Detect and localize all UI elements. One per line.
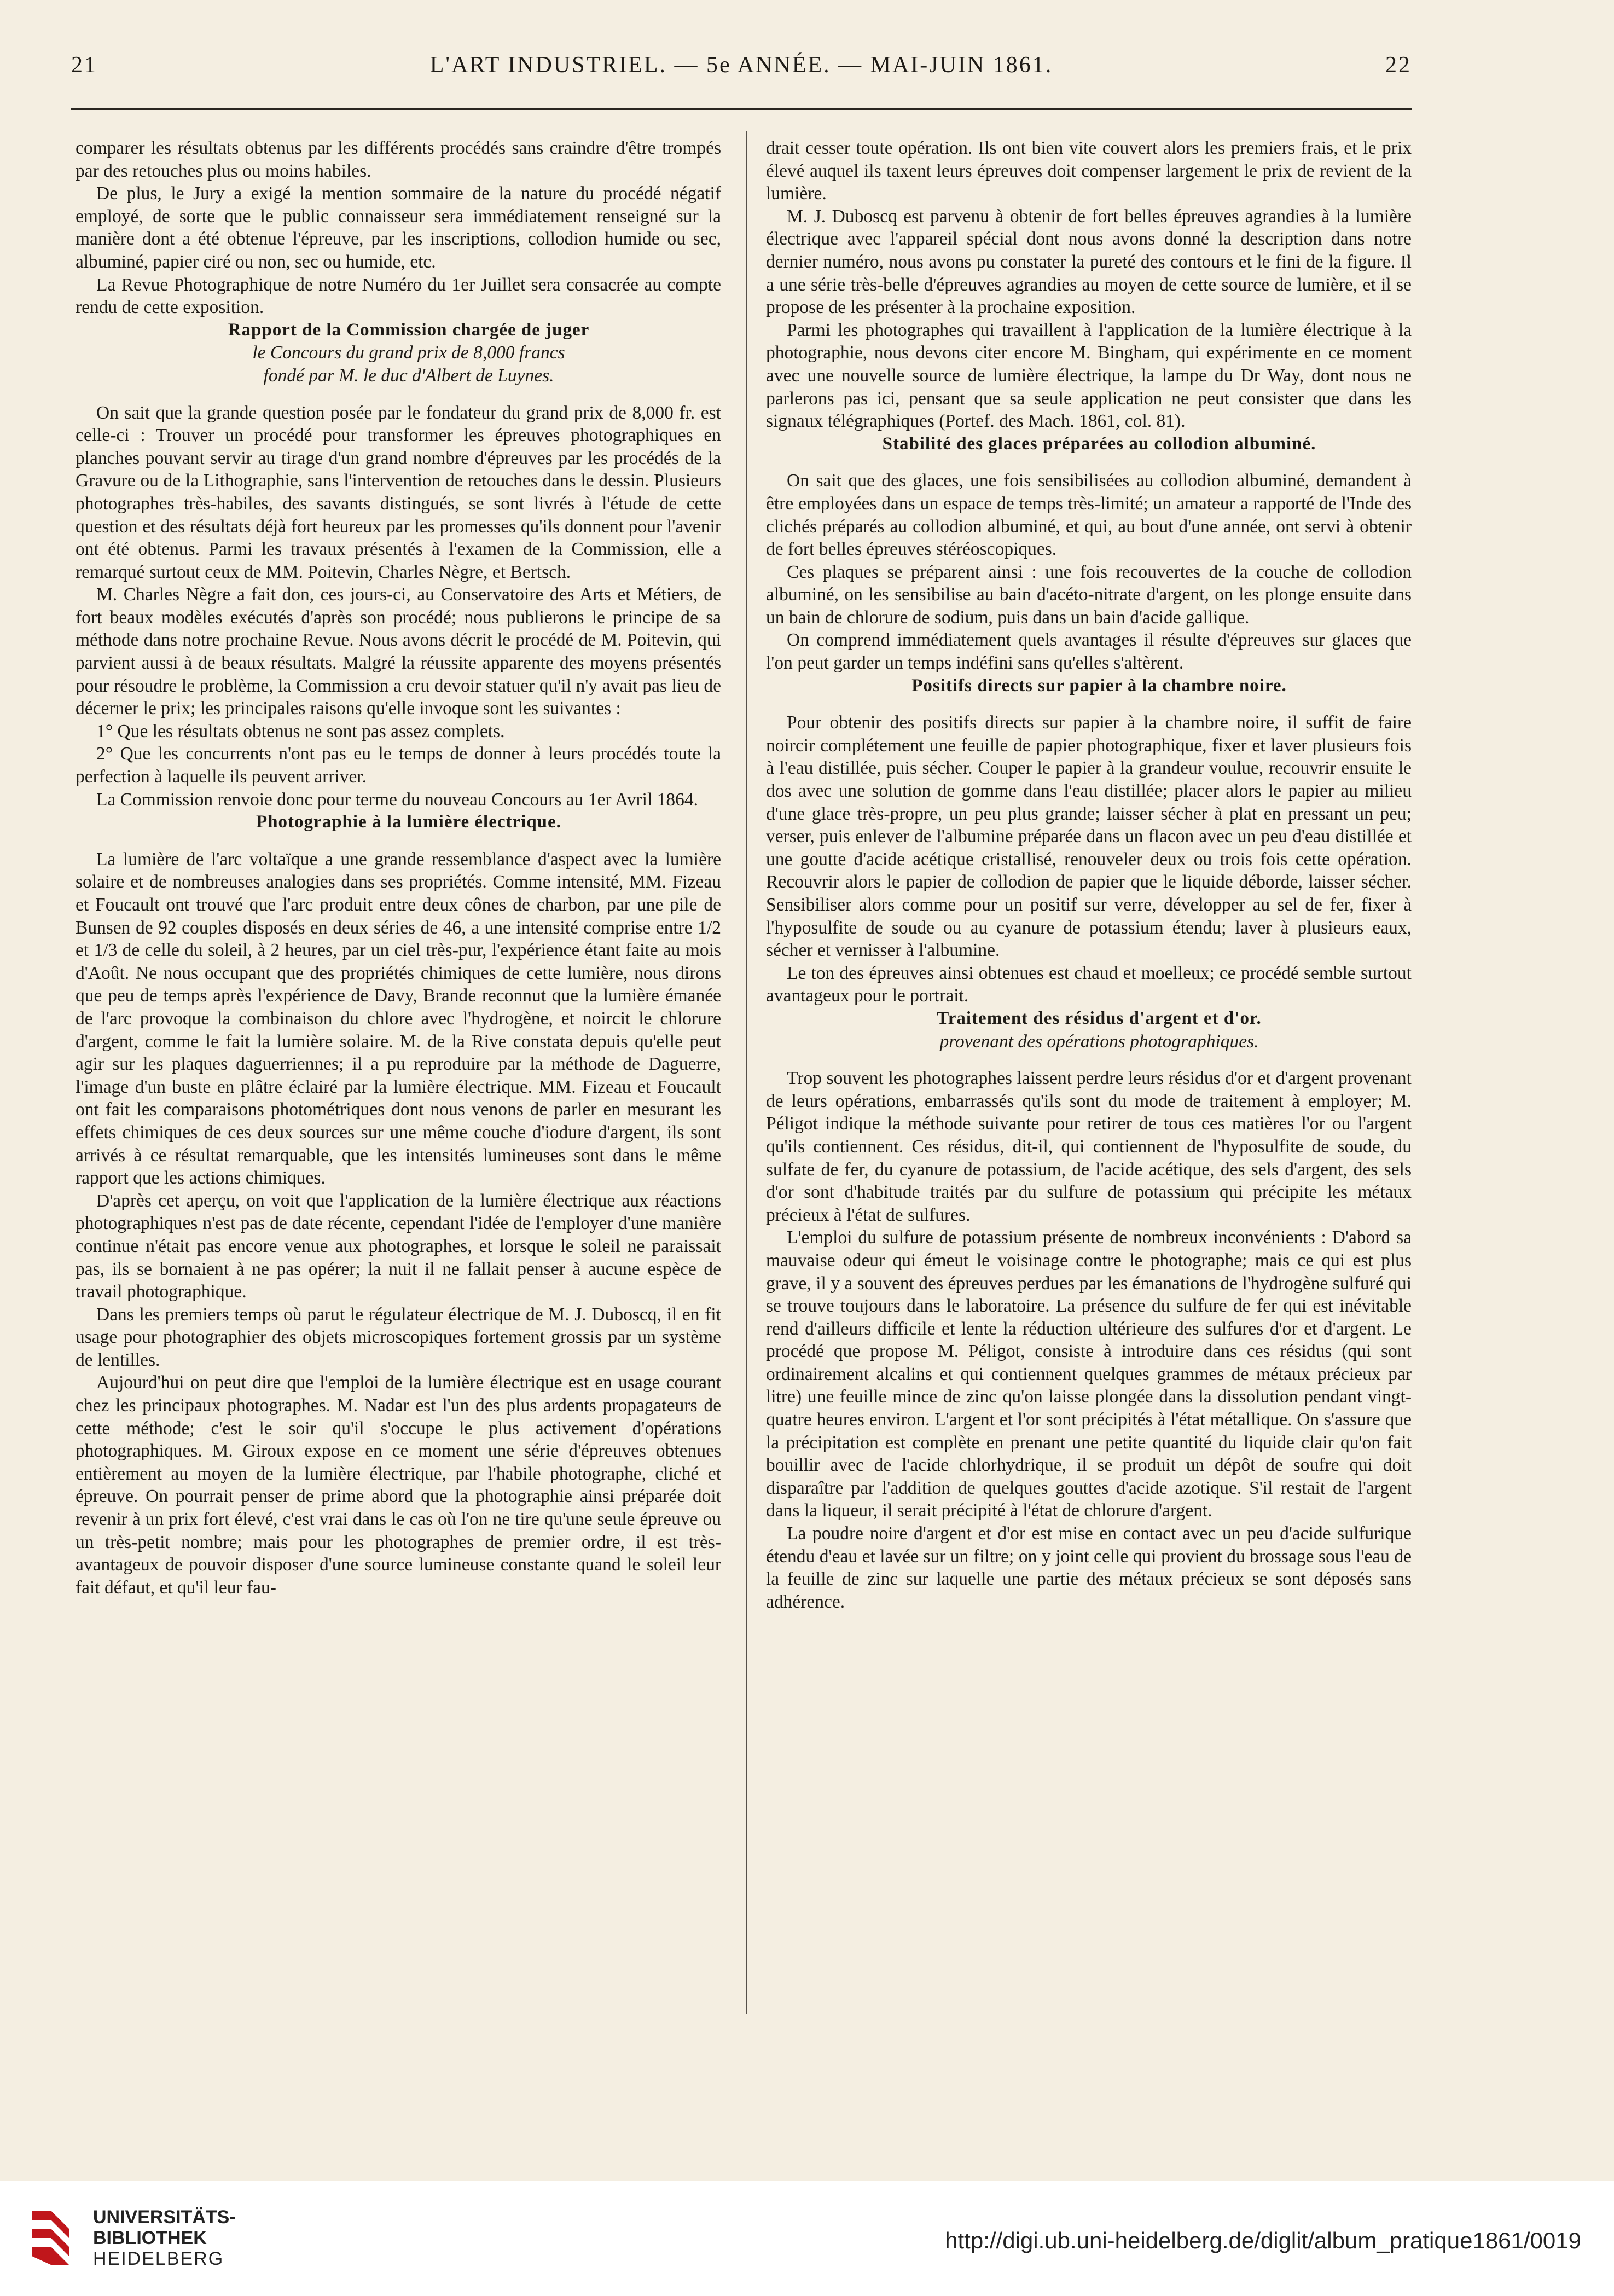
paragraph: La lumière de l'arc voltaïque a une grande ressemblance d'aspect avec la lumière solaire et de nombreuses analogies dans ses propriétés. Comme intensité, MM. Fizeau et Foucault ont trouvé que l'arc produit entre deux cônes de charbon, par une pile de Bunsen de 92 couples disposés en deux séries de 46, a une intensité comprise entre 1/2 et 1/3 de celle du soleil, à 2 heures, par un ciel très-pur, l'expérience étant faite au mois d'Août. Ne nous occupant que des propriétés chimiques de cette lumière, nous dirons que peu de temps après l'expérience de Davy, Brande reconnut que la lumière émanée de l'arc provoque la combinaison du chlore avec l'hydrogène, et noircit le chlorure d'argent, comme le fait la lumière solaire. M. de la Rive constata depuis qu'elle peut agir sur les plaques daguerriennes; il a pu reproduire par la méthode de Daguerre, l'image d'un buste en plâtre éclairé par la lumière électrique. MM. Fizeau et Foucault ont fait les comparaisons photométriques dont nous venons de parler en mesurant les effets chimiques de ces deux sources sur une même couche d'iodure d'argent, ils sont arrivés à ce résultat remarquable, que les intensités lumineuses sont dans le même rapport que les actions chimiques. bbox=[76, 849, 721, 1188]
paragraph: La poudre noire d'argent et d'or est mise en contact avec un peu d'acide sulfurique étendu d'eau et lavée sur un filtre; on y joint celle qui provient du brossage sous l'eau de la feuille de zinc sur laquelle une partie des métaux précieux se sont déposés sans adhérence. bbox=[766, 1523, 1412, 1612]
library-name-line: BIBLIOTHEK bbox=[93, 2228, 207, 2248]
paragraph: La Commission renvoie donc pour terme du nouveau Concours au 1er Avril 1864. bbox=[96, 789, 699, 810]
paragraph: On comprend immédiatement quels avantages il résulte d'épreuves sur glaces que l'on peut garder un temps indéfini sans qu'elles s'altèrent. bbox=[766, 630, 1412, 674]
header-rule bbox=[71, 108, 1412, 110]
page-number-left: 21 bbox=[71, 53, 97, 78]
paragraph: Ces plaques se préparent ainsi : une fois recouvertes de la couche de collodion albuminé, on les sensibilise au bain d'acéto-nitrate d'argent, on les plonge ensuite dans un bain de chlorure de sodium, puis dans un bain d'acide gallique. bbox=[766, 561, 1412, 628]
section-subtitle: provenant des opérations photographiques. bbox=[939, 1031, 1259, 1052]
paragraph: Dans les premiers temps où parut le régulateur électrique de M. J. Duboscq, il en fit usage pour photographier des objets microscopiques fortement grossis par un système de lentilles. bbox=[76, 1304, 721, 1370]
section-heading-lumiere: Photographie à la lumière électrique. bbox=[256, 812, 561, 832]
paragraph: comparer les résultats obtenus par les différents procédés sans craindre d'être trompés par des retouches plus ou moins habiles. bbox=[76, 138, 721, 181]
permalink-url[interactable]: http://digi.ub.uni-heidelberg.de/diglit/album_pratique1861/0019 bbox=[945, 2228, 1581, 2253]
paragraph: De plus, le Jury a exigé la mention sommaire de la nature du procédé négatif employé, de sorte que le public connaisseur sera immédiatement renseigné sur la manière dont a été obtenue l'épreuve, par les inscriptions, collodion humide ou sec, albuminé, papier ciré ou non, sec ou humide, etc. bbox=[76, 183, 721, 272]
section-heading-rapport: Rapport de la Commission chargée de juger bbox=[228, 320, 590, 340]
library-footer bbox=[0, 2181, 1614, 2296]
left-column bbox=[76, 137, 721, 1599]
journal-title: L'ART INDUSTRIEL. — 5e ANNÉE. — MAI-JUIN 1861. bbox=[429, 53, 1053, 78]
running-header bbox=[71, 52, 1412, 90]
right-column bbox=[766, 137, 1412, 1613]
section-heading-stabilite: Stabilité des glaces préparées au collodion albuminé. bbox=[882, 433, 1316, 454]
section-subtitle: fondé par M. le duc d'Albert de Luynes. bbox=[263, 365, 554, 386]
paragraph: Trop souvent les photographes laissent perdre leurs résidus d'or et d'argent provenant de leurs opérations, embarrassés qu'ils sont du mode de traitement à employer; M. Péligot indique la méthode suivante pour retirer de tous ces matières l'or ou l'argent qu'ils contiennent. Ces résidus, dit-il, qui contiennent de l'hyposulfite de soude, du sulfate de fer, du cyanure de potassium, de l'acide acétique, des sels d'argent, des sels d'or sont d'habitude traités par du sulfure de potassium qui précipite les métaux précieux à l'état de sulfures. bbox=[766, 1068, 1412, 1225]
section-heading-traitement: Traitement des résidus d'argent et d'or. bbox=[937, 1008, 1262, 1028]
page-number-right: 22 bbox=[1385, 53, 1412, 78]
paragraph: Pour obtenir des positifs directs sur papier à la chambre noire, il suffit de faire noircir complétement une feuille de papier photographique, fixer et laver plusieurs fois à l'eau distillée, puis sécher. Couper le papier à la grandeur voulue, recouvrir ensuite le dos avec une solution de gomme dans l'eau distillée; placer alors le papier au milieu d'une glace très-propre, un peu plus grande; laisser sécher à plat en pressant un peu; verser, puis enlever de l'albumine préparée dans un flacon avec un peu d'eau distillée et une goutte d'acide acétique cristallisé, renouveler deux ou trois fois cette opération. Recouvrir alors le papier de collodion de papier que le liquide déborde, laisser sécher. Sensibiliser alors comme pour un positif sur verre, développer au sel de fer, fixer à l'hyposulfite de soude ou au cyanure de potassium étendu; laver à plusieurs eaux, sécher et vernisser à l'albumine. bbox=[766, 712, 1412, 961]
section-subtitle: le Concours du grand prix de 8,000 francs bbox=[252, 343, 565, 363]
column-divider bbox=[746, 131, 747, 2014]
paragraph: drait cesser toute opération. Ils ont bien vite couvert alors les premiers frais, et le prix élevé auquel ils taxent leurs épreuves doit compenser largement le prix de revient de la lumière. bbox=[766, 138, 1412, 204]
section-heading-positifs: Positifs directs sur papier à la chambre noire. bbox=[911, 675, 1287, 695]
paragraph: D'après cet aperçu, on voit que l'application de la lumière électrique aux réactions photographiques n'est pas de date récente, cependant l'idée de l'employer d'une manière continue n'était pas encore venue aux photographes, et lorsque le soleil ne paraissait pas, ils se bornaient à ne pas opérer; la nuit il ne fallait penser à aucune espèce de travail photographique. bbox=[76, 1190, 721, 1302]
paragraph: On sait que des glaces, une fois sensibilisées au collodion albuminé, demandent à être employées dans un espace de temps très-limité; un amateur a rapporté de l'Inde des clichés préparés au collodion albuminé, et qui, au bout d'une année, ont servi à obtenir de fort belles épreuves stéréoscopiques. bbox=[766, 471, 1412, 560]
paragraph: 1° Que les résultats obtenus ne sont pas assez complets. bbox=[96, 721, 505, 741]
paragraph: L'emploi du sulfure de potassium présente de nombreux inconvénients : D'abord sa mauvaise odeur qui émeut le voisinage contre le photographe; mais ce qui est plus grave, il y a souvent des épreuves perdues par les émanations de l'hydrogène sulfuré qui se trouve toujours dans le laboratoire. La présence du sulfure de fer qui est inévitable rend d'ailleurs difficile et lente la réduction ultérieure des sulfures d'or et d'argent. Le procédé que propose M. Péligot, consiste à introduire dans ces résidus (qui sont ordinairement alcalins et qui contiennent quelques grammes de métaux précieux par litre) une feuille mince de zinc qu'on laisse plongée dans la dissolution pendant vingt-quatre heures environ. L'argent et l'or sont précipités à l'état métallique. On s'assure que la précipitation est complète en prenant une petite quantité du liquide clair qu'on fait bouillir avec de l'acide chlorhydrique, il se produit un dépôt de soufre qui doit disparaître par l'addition de quelques gouttes d'acide azotique. S'il restait de l'argent dans la liqueur, il serait précipité à l'état de chlorure d'argent. bbox=[766, 1227, 1412, 1521]
university-library-logo-icon[interactable] bbox=[26, 2208, 74, 2268]
paragraph: M. J. Duboscq est parvenu à obtenir de fort belles épreuves agrandies à la lumière électrique avec l'appareil spécial dont nous avons donné la description dans notre dernier numéro, nous avons pu constater la pureté des contours et le fini de la figure. Il a une série très-belle d'épreuves agrandies au moyen de cette source de lumière, et il se propose de les présenter à la prochaine exposition. bbox=[766, 206, 1412, 318]
paragraph: 2° Que les concurrents n'ont pas eu le temps de donner à leurs procédés toute la perfection à laquelle ils peuvent arriver. bbox=[76, 744, 721, 787]
paragraph: Parmi les photographes qui travaillent à l'application de la lumière électrique à la photographie, nous devons citer encore M. Bingham, qui expérimente en ce moment avec une nouvelle source de lumière électrique, la lampe du Dr Way, dont nous ne parlerons pas ici, pensant que sa seule application ne peut consister que dans les signaux télégraphiques (Portef. des Mach. 1861, col. 81). bbox=[766, 320, 1412, 432]
paragraph: La Revue Photographique de notre Numéro du 1er Juillet sera consacrée au compte rendu de cette exposition. bbox=[76, 274, 721, 318]
library-name-line: UNIVERSITÄTS- bbox=[93, 2207, 236, 2228]
library-city: HEIDELBERG bbox=[93, 2248, 224, 2269]
paragraph: Le ton des épreuves ainsi obtenues est chaud et moelleux; ce procédé semble surtout avantageux pour le portrait. bbox=[766, 963, 1412, 1006]
paragraph: On sait que la grande question posée par le fondateur du grand prix de 8,000 fr. est celle-ci : Trouver un procédé pour transformer les épreuves photographiques en planches pouvant servir au tirage d'un grand nombre d'épreuves par les procédés de la Gravure ou de la Lithographie, sans l'intervention de retouches dans le dessin. Plusieurs photographes très-habiles, des savants distingués, se sont livrés à l'étude de cette question et des résultats déjà fort heureux par les promesses qu'ils donnent pour l'avenir ont été obtenus. Parmi les travaux présentés à l'examen de la Commission, elle a remarqué surtout ceux de MM. Poitevin, Charles Nègre, et Bertsch. bbox=[76, 402, 721, 582]
library-name bbox=[93, 2207, 236, 2269]
paragraph: M. Charles Nègre a fait don, ces jours-ci, au Conservatoire des Arts et Métiers, de fort beaux modèles exécutés d'après son procédé; nous publierons le principe de sa méthode dans notre prochaine Revue. Nous avons décrit le procédé de M. Poitevin, qui parvient aussi à de beaux résultats. Malgré la réussite apparente des moyens présentés pour résoudre le problème, la Commission a cru devoir statuer qu'il n'y avait pas lieu de décerner le prix; les principales raisons qu'elle invoque sont les suivantes : bbox=[76, 584, 721, 719]
paragraph: Aujourd'hui on peut dire que l'emploi de la lumière électrique est en usage courant chez les principaux photographes. M. Nadar est l'un des plus ardents propagateurs de cette méthode; c'est le soir qu'il s'occupe le plus activement d'opérations photographiques. M. Giroux expose en ce moment une série d'épreuves obtenues entièrement au moyen de la lumière électrique, par l'habile photographe, cliché et épreuve. On pourrait penser de prime abord que la photographie ainsi préparée doit revenir à un prix fort élevé, c'est vrai dans le cas où l'on ne tire qu'une seule épreuve ou un très-petit nombre; mais pour les photographes de premier ordre, il est très-avantageux de pouvoir disposer d'une source lumineuse constante quand le soleil leur fait défaut, et qu'il leur fau- bbox=[76, 1372, 721, 1598]
